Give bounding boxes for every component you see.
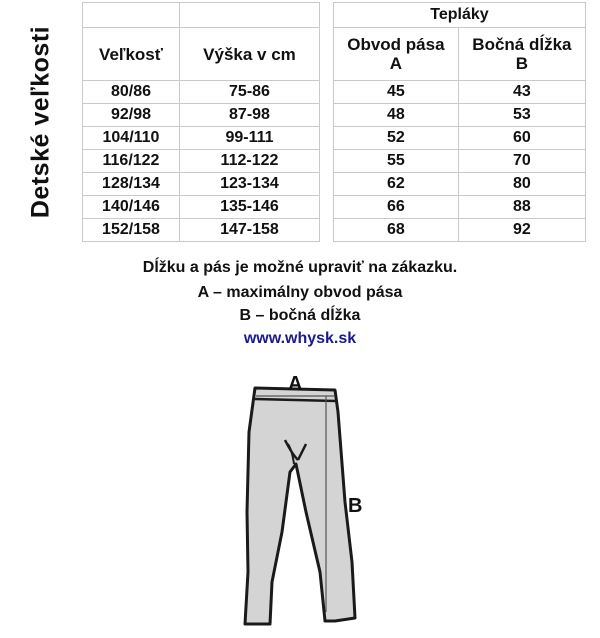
table-row: 66 88 [334,196,586,219]
side-title-text: Detské veľkosti [26,25,55,219]
side-title [0,2,82,242]
table-row: 68 92 [334,219,586,242]
header-height: Výška v cm [179,28,319,81]
label-b: B [348,495,363,517]
table-row: 55 70 [334,150,586,173]
size-table [82,2,320,242]
table-row: 62 80 [334,173,586,196]
pants-shape [245,388,355,624]
table-header-spacer [83,3,320,28]
table-header-row [83,28,320,81]
table-title: Tepláky [334,3,586,28]
table-row: 140/146 135-146 [83,196,320,219]
table-row: 116/122 112-122 [83,150,320,173]
note-a: A – maximálny obvod pása [197,284,403,301]
table-title-row [334,3,586,28]
website-link[interactable]: www.whysk.sk [243,330,357,347]
note-b: B – bočná dĺžka [239,307,361,324]
label-a: A [288,373,303,395]
table-row: 104/110 99-111 [83,127,320,150]
header-side-length: Bočná dĺžka B [458,28,585,81]
table-row: 80/86 75-86 [83,81,320,104]
table-row: 128/134 123-134 [83,173,320,196]
table-header-row [334,28,586,81]
pants-diagram [240,372,380,628]
note-custom: Dĺžku a pás je možné upraviť na zákazku. [142,259,458,276]
table-row: 92/98 87-98 [83,104,320,127]
header-waist: Obvod pása A [334,28,459,81]
table-row: 152/158 147-158 [83,219,320,242]
table-row: 52 60 [334,127,586,150]
table-row: 45 43 [334,81,586,104]
header-size: Veľkosť [83,28,180,81]
table-row: 48 53 [334,104,586,127]
measure-table [333,2,586,242]
